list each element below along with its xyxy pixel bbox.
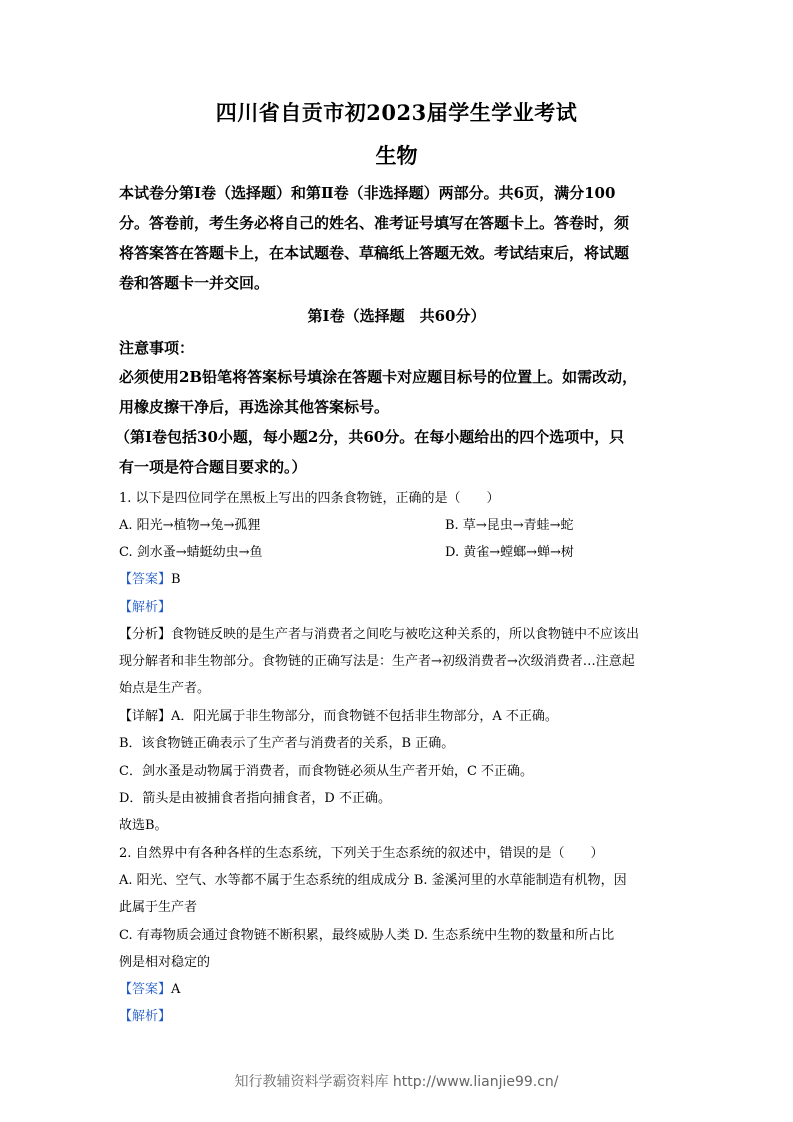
question-1-option-c: C. 剑水蚤→蜻蜓幼虫→鱼 (119, 545, 263, 560)
question-1-stem: 1. 以下是四位同学在黑板上写出的四条食物链，正确的是（ ） (119, 491, 500, 506)
question-1-analysis-tag (119, 600, 171, 616)
section-title: 第Ⅰ卷（选择题 共60分） (307, 307, 486, 325)
notice-line: （第Ⅰ卷包括30小题，每小题2分，共60分。在每小题给出的四个选项中，只 (115, 428, 625, 446)
answer-tag: 【答案】 (119, 572, 172, 587)
question-1-fenxi-line: 现分解者和非生物部分。食物链的正确写法是：生产者→初级消费者→次级消费者…注意起 (119, 654, 635, 669)
answer-tag: 【答案】 (119, 982, 172, 997)
question-2-options-ab-cont: 此属于生产者 (119, 900, 198, 915)
question-1-xiangjie-line: D．箭头是由被捕食者指向捕食者，D 不正确。 (119, 791, 391, 806)
intro-line: 本试卷分第Ⅰ卷（选择题）和第Ⅱ卷（非选择题）两部分。共6页，满分100 (119, 184, 616, 202)
intro-paragraph (119, 178, 675, 298)
question-2-answer (119, 982, 180, 998)
footer-watermark: 知行教辅资料学霸资料库 http://www.lianjie99.cn/ (234, 1074, 559, 1090)
question-1-xiangjie-line: C．剑水蚤是动物属于消费者，而食物链必须从生产者开始，C 不正确。 (119, 764, 534, 779)
notice-line: 用橡皮擦干净后，再选涂其他答案标号。 (119, 398, 390, 416)
question-2-options-ab: A. 阳光、空气、水等都不属于生态系统的组成成分 B. 釜溪河里的水草能制造有机物，因 (119, 873, 627, 888)
question-1-xiangjie-line (119, 709, 558, 725)
question-1-conclusion: 故选B。 (119, 818, 168, 833)
notice-paragraph (115, 362, 675, 482)
answer-value: B (171, 572, 181, 587)
question-1-xiangjie-line: B．该食物链正确表示了生产者与消费者的关系，B 正确。 (119, 736, 455, 751)
xiangjie-text: A．阳光属于非生物部分，而食物链不包括非生物部分，A 不正确。 (171, 709, 558, 724)
question-1-answer (119, 572, 181, 588)
question-1-fenxi-line: 始点是生产者。 (119, 681, 211, 696)
question-1-option-b: B. 草→昆虫→青蛙→蛇 (445, 518, 574, 533)
question-2-analysis-tag (119, 1009, 171, 1025)
fenxi-text: 食物链反映的是生产者与消费者之间吃与被吃这种关系的，所以食物链中不应该出 (171, 627, 640, 642)
notice-line: 有一项是符合题目要求的。） (119, 458, 307, 476)
exam-title: 四川省自贡市初2023届学生学业考试 (215, 100, 578, 125)
question-2-options-cd-cont: 例是相对稳定的 (119, 955, 211, 970)
xiangjie-tag: 【详解】 (119, 709, 172, 724)
notice-line: 必须使用2B铅笔将答案标号填涂在答题卡对应题目标号的位置上。如需改动， (119, 368, 638, 386)
intro-line: 将答案答在答题卡上，在本试题卷、草稿纸上答题无效。考试结束后，将试题 (119, 244, 630, 262)
subject-title: 生物 (375, 143, 418, 168)
question-1-option-d: D. 黄雀→螳螂→蝉→树 (445, 545, 574, 560)
intro-line: 卷和答题卡一并交回。 (119, 274, 270, 292)
question-2-options-cd: C. 有毒物质会通过食物链不断积累，最终威胁人类 D. 生态系统中生物的数量和所占比 (119, 928, 615, 943)
question-1-fenxi-line (119, 627, 639, 643)
intro-line: 分。答卷前，考生务必将自己的姓名、准考证号填写在答题卡上。答卷时，须 (119, 214, 630, 232)
fenxi-tag: 【分析】 (119, 627, 172, 642)
answer-value: A (171, 982, 181, 997)
analysis-tag: 【解析】 (119, 600, 172, 615)
notice-heading: 注意事项： (119, 339, 195, 357)
question-2-stem: 2. 自然界中有各种各样的生态系统，下列关于生态系统的叙述中，错误的是（ ） (119, 846, 604, 861)
analysis-tag: 【解析】 (119, 1009, 172, 1024)
question-1-option-a: A. 阳光→植物→兔→孤狸 (119, 518, 261, 533)
